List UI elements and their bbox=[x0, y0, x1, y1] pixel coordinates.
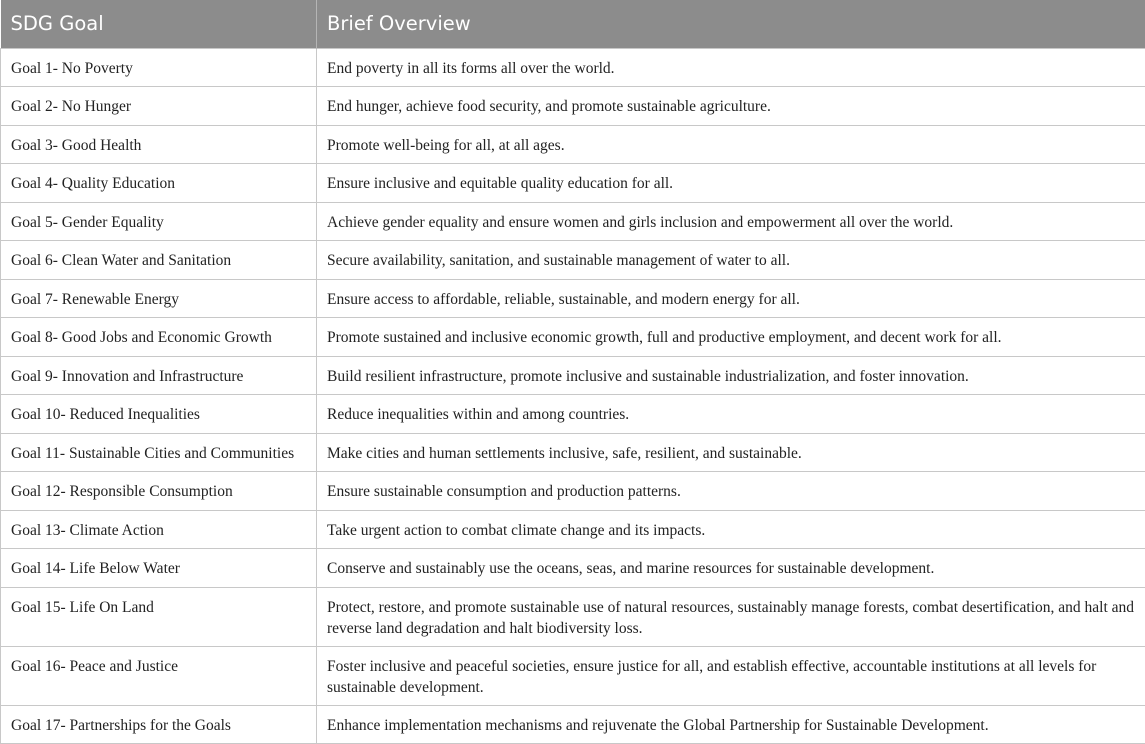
table-row bbox=[1, 433, 1145, 472]
goal-cell: Goal 15- Life On Land bbox=[1, 587, 317, 646]
table-row bbox=[1, 549, 1145, 588]
goal-cell: Goal 4- Quality Education bbox=[1, 164, 317, 203]
overview-cell: Protect, restore, and promote sustainable use of natural resources, sustainably manage forests, combat desertification, and halt and reverse land degradation and halt biodiversity loss. bbox=[317, 587, 1145, 646]
table-row bbox=[1, 510, 1145, 549]
table-row bbox=[1, 472, 1145, 511]
overview-cell: End hunger, achieve food security, and promote sustainable agriculture. bbox=[317, 87, 1145, 126]
table-row bbox=[1, 587, 1145, 646]
overview-cell: Ensure sustainable consumption and production patterns. bbox=[317, 472, 1145, 511]
goal-cell: Goal 7- Renewable Energy bbox=[1, 279, 317, 318]
goal-cell: Goal 9- Innovation and Infrastructure bbox=[1, 356, 317, 395]
header-row bbox=[1, 0, 1145, 48]
table-row bbox=[1, 241, 1145, 280]
goal-cell: Goal 11- Sustainable Cities and Communities bbox=[1, 433, 317, 472]
table-row bbox=[1, 48, 1145, 87]
header-brief-overview: Brief Overview bbox=[317, 0, 1145, 48]
table-row bbox=[1, 318, 1145, 357]
goal-cell: Goal 6- Clean Water and Sanitation bbox=[1, 241, 317, 280]
overview-cell: End poverty in all its forms all over the world. bbox=[317, 48, 1145, 87]
overview-cell: Ensure access to affordable, reliable, sustainable, and modern energy for all. bbox=[317, 279, 1145, 318]
table-row bbox=[1, 202, 1145, 241]
table-row bbox=[1, 87, 1145, 126]
goal-cell: Goal 10- Reduced Inequalities bbox=[1, 395, 317, 434]
table-row bbox=[1, 705, 1145, 743]
overview-cell: Promote sustained and inclusive economic growth, full and productive employment, and decent work for all. bbox=[317, 318, 1145, 357]
goal-cell: Goal 3- Good Health bbox=[1, 125, 317, 164]
table-row bbox=[1, 279, 1145, 318]
overview-cell: Conserve and sustainably use the oceans, seas, and marine resources for sustainable development. bbox=[317, 549, 1145, 588]
goal-cell: Goal 13- Climate Action bbox=[1, 510, 317, 549]
overview-cell: Achieve gender equality and ensure women and girls inclusion and empowerment all over the world. bbox=[317, 202, 1145, 241]
goal-cell: Goal 16- Peace and Justice bbox=[1, 646, 317, 705]
table-row bbox=[1, 125, 1145, 164]
goal-cell: Goal 14- Life Below Water bbox=[1, 549, 317, 588]
overview-cell: Enhance implementation mechanisms and rejuvenate the Global Partnership for Sustainable Development. bbox=[317, 705, 1145, 743]
table-row bbox=[1, 395, 1145, 434]
table-row bbox=[1, 164, 1145, 203]
overview-cell: Foster inclusive and peaceful societies, ensure justice for all, and establish effective, accountable institutions at all levels for sustainable development. bbox=[317, 646, 1145, 705]
overview-cell: Make cities and human settlements inclusive, safe, resilient, and sustainable. bbox=[317, 433, 1145, 472]
goal-cell: Goal 8- Good Jobs and Economic Growth bbox=[1, 318, 317, 357]
table-row bbox=[1, 356, 1145, 395]
table-body bbox=[1, 48, 1145, 743]
goal-cell: Goal 12- Responsible Consumption bbox=[1, 472, 317, 511]
goal-cell: Goal 1- No Poverty bbox=[1, 48, 317, 87]
goal-cell: Goal 5- Gender Equality bbox=[1, 202, 317, 241]
overview-cell: Build resilient infrastructure, promote inclusive and sustainable industrialization, and foster innovation. bbox=[317, 356, 1145, 395]
overview-cell: Promote well-being for all, at all ages. bbox=[317, 125, 1145, 164]
header-sdg-goal: SDG Goal bbox=[1, 0, 317, 48]
goal-cell: Goal 17- Partnerships for the Goals bbox=[1, 705, 317, 743]
overview-cell: Take urgent action to combat climate change and its impacts. bbox=[317, 510, 1145, 549]
goal-cell: Goal 2- No Hunger bbox=[1, 87, 317, 126]
overview-cell: Ensure inclusive and equitable quality education for all. bbox=[317, 164, 1145, 203]
overview-cell: Secure availability, sanitation, and sustainable management of water to all. bbox=[317, 241, 1145, 280]
table-header bbox=[1, 0, 1145, 48]
table-row bbox=[1, 646, 1145, 705]
overview-cell: Reduce inequalities within and among countries. bbox=[317, 395, 1145, 434]
